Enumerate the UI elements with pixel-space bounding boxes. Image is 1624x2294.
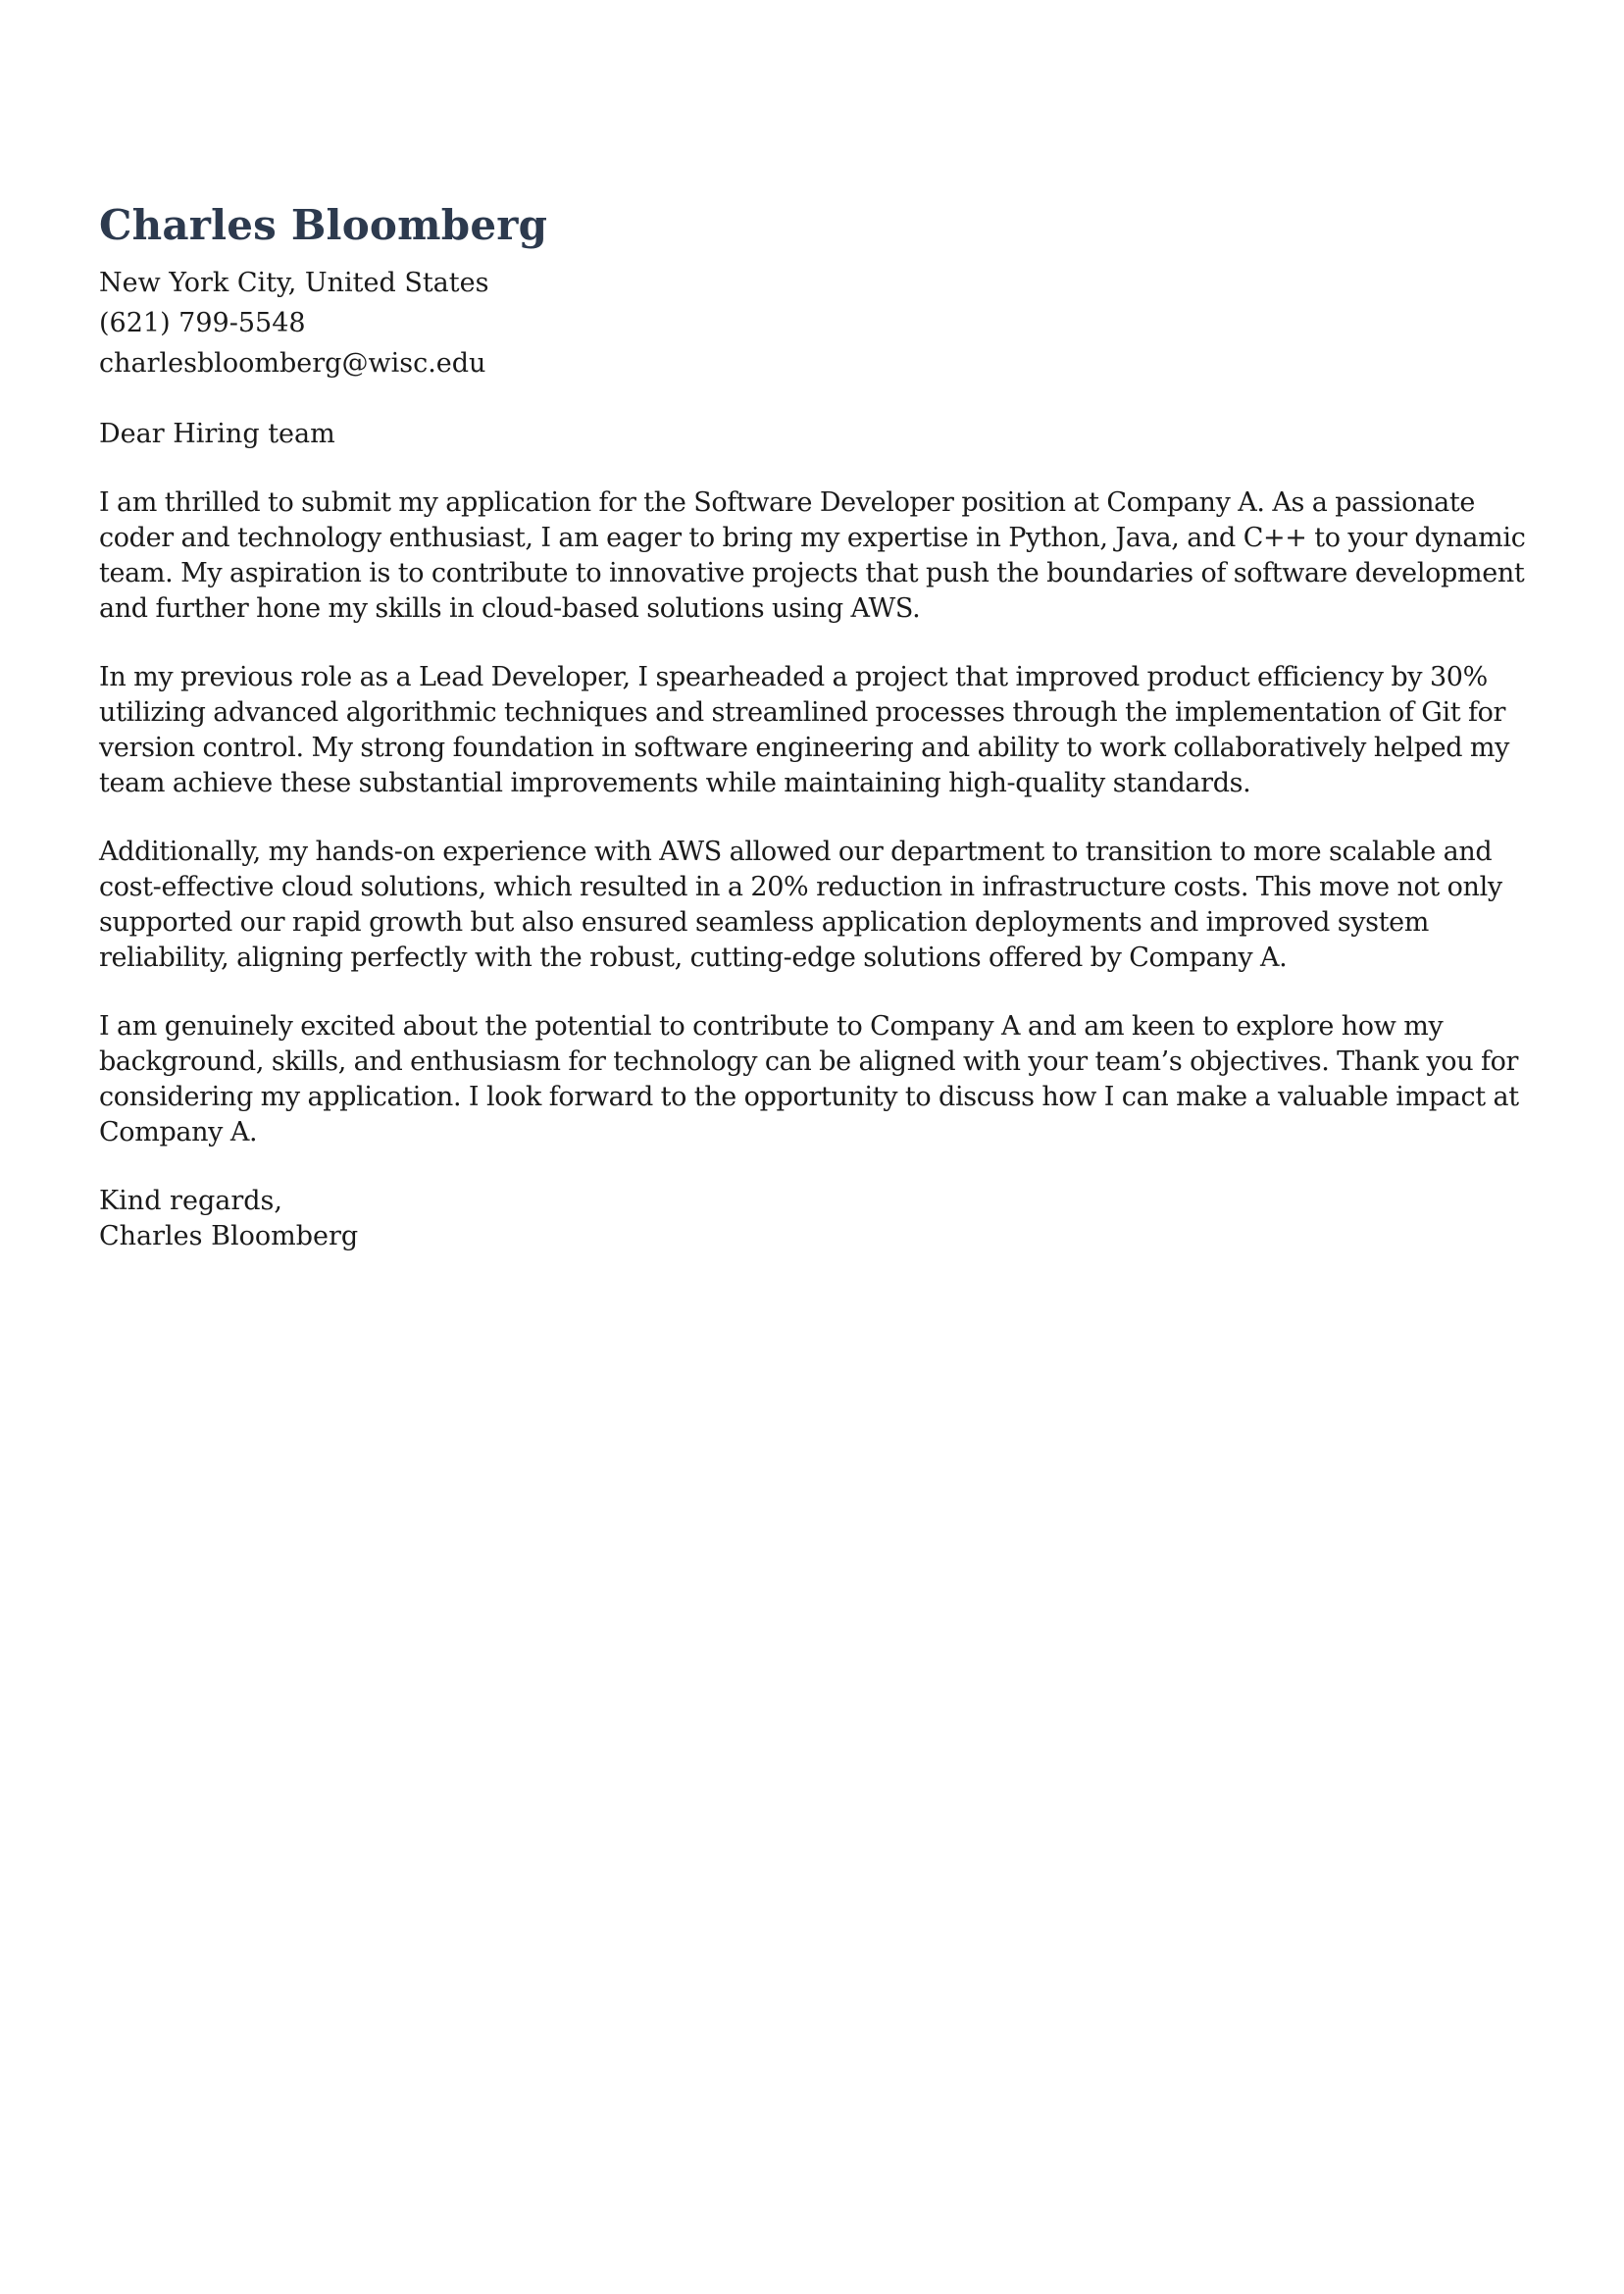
closing-block: [99, 1184, 1531, 1254]
contact-block: [99, 263, 1531, 383]
cover-letter: [99, 196, 1531, 1254]
email-text: charlesbloomberg@wisc.edu: [99, 348, 486, 379]
paragraph-intro: I am thrilled to submit my application for the Software Developer position at Company A. As a passionate coder and technology enthusiast, I am eager to bring my expertise in Python, Java, and C++ to your dynamic team. My aspiration is to contribute to innovative projects that push the boundaries of software development and further hone my skills in cloud-based solutions using AWS.: [99, 487, 1526, 624]
location-text: New York City, United States: [99, 268, 489, 298]
closing-text: Kind regards,: [99, 1186, 282, 1216]
paragraph-conclusion: I am genuinely excited about the potential to contribute to Company A and am keen to explore how my background, skills, and enthusiasm for technology can be aligned with your team’s objectives. Thank you for considering my application. I look forward to the opportunity to discuss how I can make a valuable impact at Company A.: [99, 1011, 1519, 1147]
greeting: Dear Hiring team: [99, 419, 335, 449]
applicant-name: Charles Bloomberg: [99, 201, 548, 249]
paragraph-experience: In my previous role as a Lead Developer, I spearheaded a project that improved product efficiency by 30% utilizing advanced algorithmic techniques and streamlined processes through the implementation of Git for version control. My strong foundation in software engineering and ability to work collaboratively helped my team achieve these substantial improvements while maintaining high-quality standards.: [99, 662, 1510, 798]
signature-text: Charles Bloomberg: [99, 1221, 359, 1251]
paragraph-aws: Additionally, my hands-on experience with AWS allowed our department to transition to more scalable and cost-effective cloud solutions, which resulted in a 20% reduction in infrastructure costs. This move not only supported our rapid growth but also ensured seamless application deployments and improved system reliability, aligning perfectly with the robust, cutting-edge solutions offered by Company A.: [99, 837, 1502, 973]
phone-text: (621) 799-5548: [99, 308, 306, 338]
